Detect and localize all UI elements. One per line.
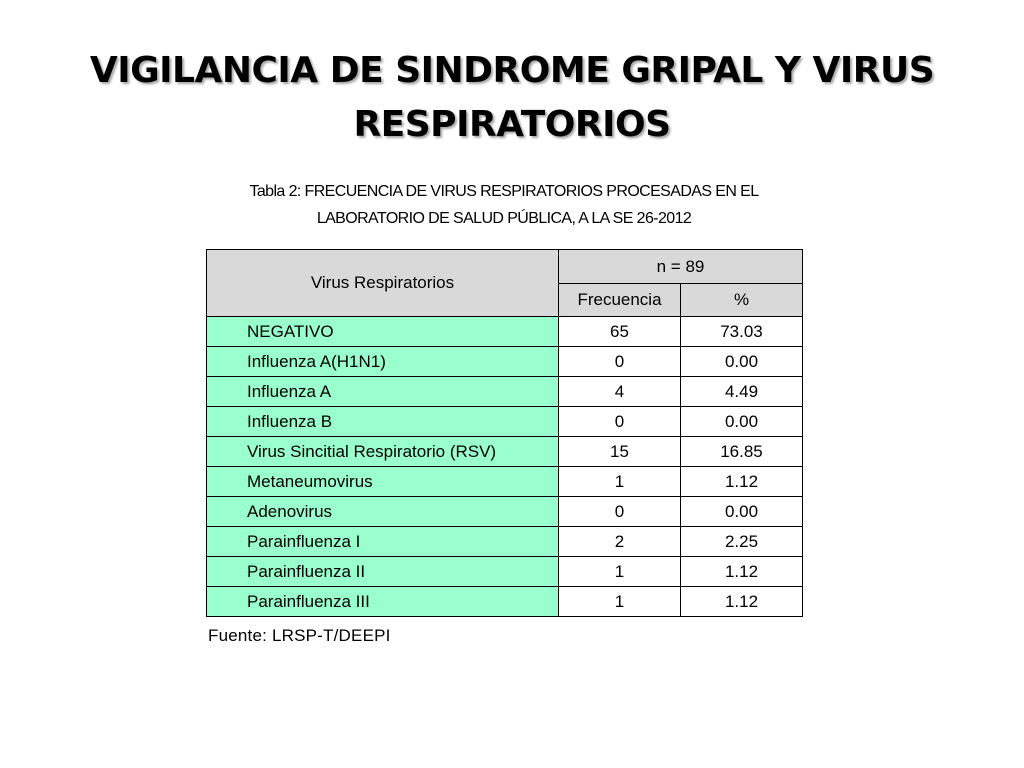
- pct-cell: 0.00: [681, 407, 803, 437]
- pct-cell: 4.49: [681, 377, 803, 407]
- slide-title-line2: RESPIRATORIOS: [353, 104, 671, 145]
- slide-title-line1: VIGILANCIA DE SINDROME GRIPAL Y VIRUS: [89, 50, 935, 91]
- source-note: Fuente: LRSP-T/DEEPI: [208, 626, 391, 645]
- header-percent: %: [681, 284, 803, 317]
- pct-cell: 0.00: [681, 347, 803, 377]
- pct-cell: 0.00: [681, 497, 803, 527]
- header-n-total: n = 89: [559, 250, 803, 284]
- virus-frequency-table: [206, 249, 803, 617]
- pct-cell: 73.03: [681, 317, 803, 347]
- freq-cell: 0: [559, 497, 681, 527]
- virus-cell: Parainfluenza II: [207, 557, 559, 587]
- table-row: [207, 347, 803, 377]
- table-row: [207, 437, 803, 467]
- virus-cell: Metaneumovirus: [207, 467, 559, 497]
- freq-cell: 0: [559, 407, 681, 437]
- virus-cell: NEGATIVO: [207, 317, 559, 347]
- pct-cell: 1.12: [681, 557, 803, 587]
- pct-cell: 2.25: [681, 527, 803, 557]
- table-row: [207, 407, 803, 437]
- freq-cell: 65: [559, 317, 681, 347]
- table-row: [207, 497, 803, 527]
- pct-cell: 1.12: [681, 587, 803, 617]
- table-caption-line1: Tabla 2: FRECUENCIA DE VIRUS RESPIRATORIOS PROCESADAS EN EL: [249, 183, 759, 200]
- table-row: [207, 557, 803, 587]
- header-virus: Virus Respiratorios: [207, 250, 559, 317]
- virus-cell: Influenza A(H1N1): [207, 347, 559, 377]
- pct-cell: 16.85: [681, 437, 803, 467]
- freq-cell: 1: [559, 587, 681, 617]
- slide-title: [62, 44, 962, 152]
- virus-cell: Adenovirus: [207, 497, 559, 527]
- table-caption-line2: LABORATORIO DE SALUD PÚBLICA, A LA SE 26-2012: [316, 210, 692, 227]
- table-row: [207, 587, 803, 617]
- table-row: [207, 317, 803, 347]
- table-caption: [206, 178, 802, 232]
- table-row: [207, 467, 803, 497]
- virus-cell: Parainfluenza I: [207, 527, 559, 557]
- header-frecuencia: Frecuencia: [559, 284, 681, 317]
- freq-cell: 4: [559, 377, 681, 407]
- freq-cell: 0: [559, 347, 681, 377]
- pct-cell: 1.12: [681, 467, 803, 497]
- virus-cell: Influenza B: [207, 407, 559, 437]
- freq-cell: 1: [559, 557, 681, 587]
- table-row: [207, 527, 803, 557]
- virus-cell: Parainfluenza III: [207, 587, 559, 617]
- virus-cell: Influenza A: [207, 377, 559, 407]
- freq-cell: 2: [559, 527, 681, 557]
- freq-cell: 1: [559, 467, 681, 497]
- table-row: [207, 377, 803, 407]
- freq-cell: 15: [559, 437, 681, 467]
- virus-cell: Virus Sincitial Respiratorio (RSV): [207, 437, 559, 467]
